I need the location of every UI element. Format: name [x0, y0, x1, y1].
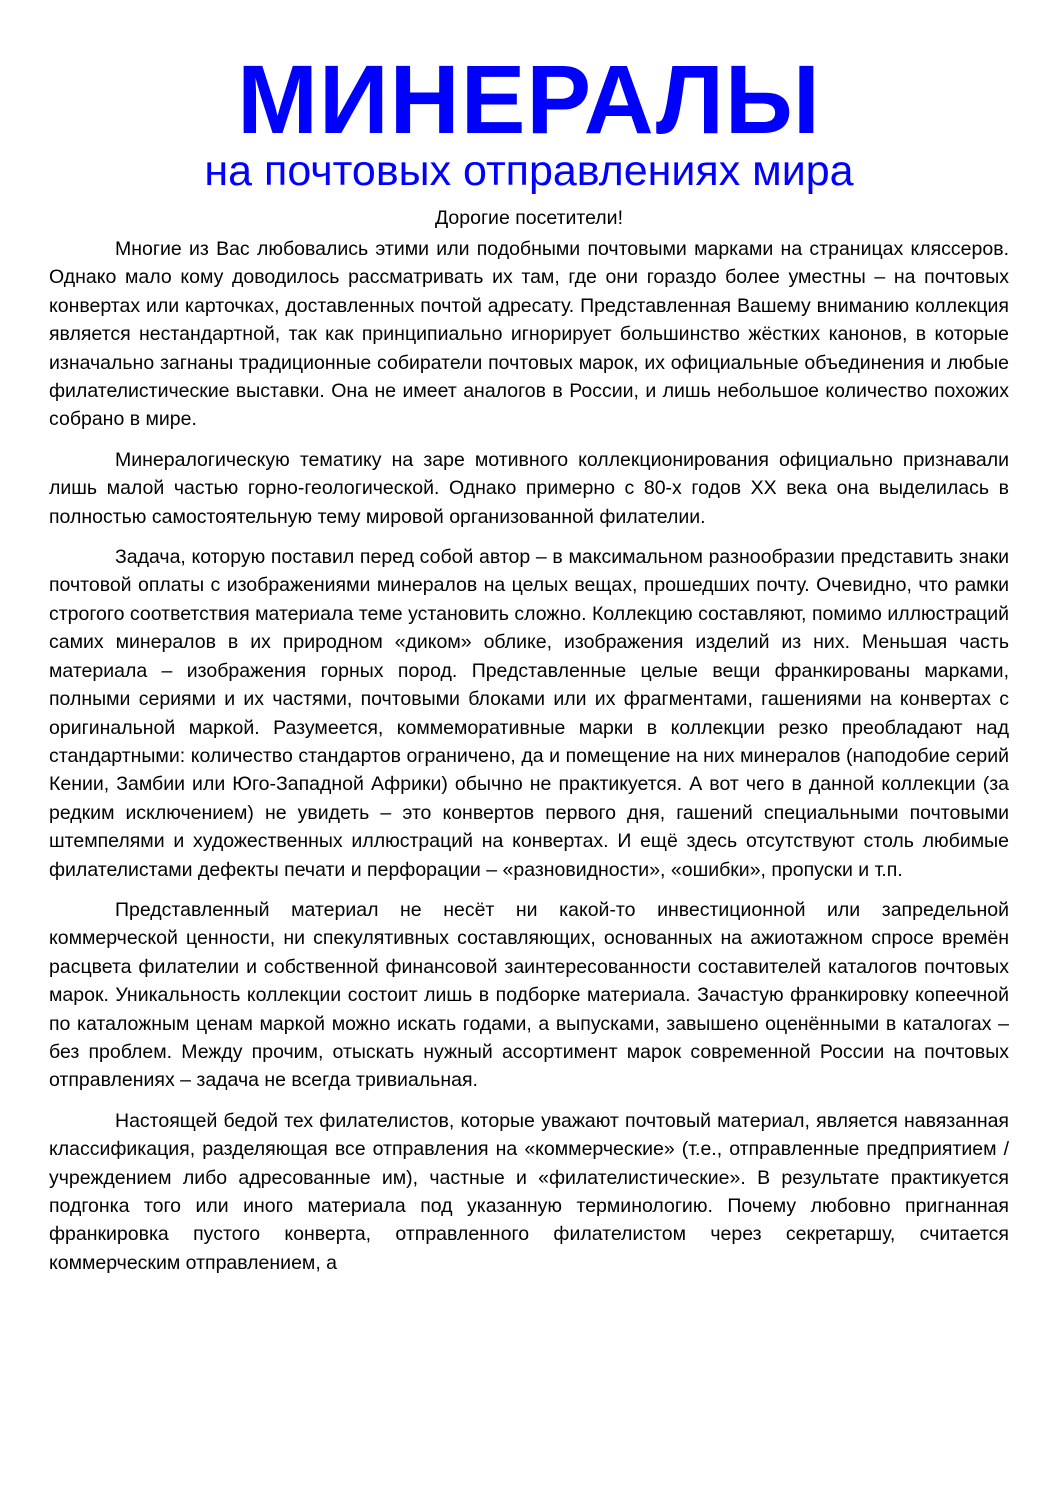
document-title: МИНЕРАЛЫ: [237, 45, 821, 154]
greeting: Дорогие посетители!: [434, 207, 623, 229]
document-page: [49, 45, 1009, 1289]
paragraph-2: Минералогическую тематику на заре мотивного коллекционирования официально признавали лишь малой частью горно-геологической. Однако примерно с 80-х годов XX века она выделилась в полностью самостоятельную тему мировой организованной филателии.: [49, 448, 1009, 528]
paragraph-3: Задача, которую поставил перед собой автор – в максимальном разнообразии представить знаки почтовой оплаты с изображениями минералов на целых вещах, прошедших почту. Очевидно, что рамки строгого соответствия материала теме установить сложно. Коллекцию составляют, помимо иллюстраций самих минералов в их природном «диком» облике, изображения изделий из них. Меньшая часть материала – изображения горных пород. Представленные целые вещи франкированы марками, полными сериями и их частями, почтовыми блоками или их фрагментами, гашениями на конвертах с оригинальной маркой. Разумеется, коммеморативные марки в коллекции резко преобладают над стандартными: количество стандартов ограничено, да и помещение на них минералов (наподобие серий Кении, Замбии или Юго-Западной Африки) обычно не практикуется. А вот чего в данной коллекции (за редким исключением) не увидеть – это конвертов первого дня, гашений специальными почтовыми штемпелями и художественных иллюстраций на конвертах. И ещё здесь отсутствуют столь любимые филателистами дефекты печати и перфорации – «разновидности», «ошибки», пропуски и т.п.: [49, 546, 1009, 881]
paragraph-1: Многие из Вас любовались этими или подобными почтовыми марками на страницах кляссеров. Однако мало кому доводилось рассматривать их там, где они гораздо более уместны – на почтовых конвертах или карточках, доставленных почтой адресату. Представленная Вашему вниманию коллекция является нестандартной, так как принципиально игнорирует большинство жёстких канонов, в которые изначально загнаны традиционные собиратели почтовых марок, их официальные объединения и любые филателистические выставки. Она не имеет аналогов в России, и лишь небольшое количество похожих собрано в мире.: [49, 238, 1009, 431]
paragraph-4: Представленный материал не несёт ни какой-то инвестиционной или запредельной коммерческой ценности, ни спекулятивных составляющих, основанных на ажиотажном спросе времён расцвета филателии и собственной финансовой заинтересованности составителей каталогов почтовых марок. Уникальность коллекции состоит лишь в подборке материала. Зачастую франкировку копеечной по каталожным ценам маркой можно искать годами, а выпусками, завышено оценёнными в каталогах – без проблем. Между прочим, отыскать нужный ассортимент марок современной России на почтовых отправлениях – задача не всегда тривиальная.: [49, 898, 1009, 1092]
document-subtitle: на почтовых отправлениях мира: [204, 147, 854, 195]
paragraph-5: Настоящей бедой тех филателистов, которые уважают почтовый материал, является навязанная классификация, разделяющая все отправления на «коммерческие» (т.е., отправленные предприятием / учреждением либо адресованные им), частные и «филателистические». В результате практикуется подгонка того или иного материала под указанную терминологию. Почему любовно пригнанная франкировка пустого конверта, отправленного филателистом через секретаршу, считается коммерческим отправлением, а: [49, 1109, 1009, 1274]
